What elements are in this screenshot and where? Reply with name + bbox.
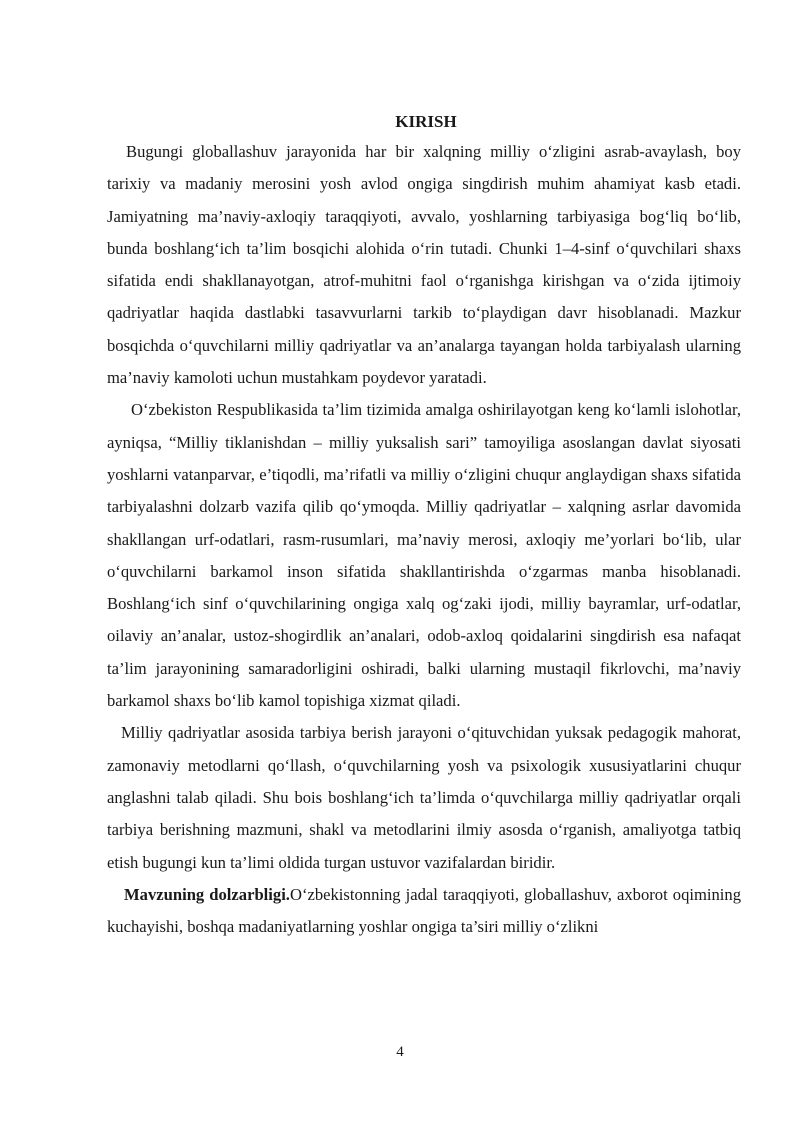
document-page [107, 108, 741, 943]
page-number: 4 [396, 1044, 404, 1060]
paragraph-intro: Bugungi globallashuv jarayonida har bir xalqning milliy o‘zligini asrab-avaylash, boy tarixiy va madaniy merosini yosh avlod ongiga singdirish muhim ahamiyat kasb etadi. Jamiyatning ma’naviy-axloqiy taraqqiyoti, avvalo, yoshlarning tarbiyasiga bog‘liq bo‘lib, bunda boshlang‘ich ta’lim bosqichi alohida o‘rin tutadi. Chunki 1–4-sinf o‘quvchilari shaxs sifatida endi shakllanayotgan, atrof-muhitni faol o‘rganishga kirishgan va o‘zida ijtimoiy qadriyatlar haqida dastlabki tasavvurlarni tarkib to‘playdigan davr hisoblanadi. Mazkur bosqichda o‘quvchilarni milliy qadriyatlar va an’analarga tayangan holda tarbiyalash ularning ma’naviy kamoloti uchun mustahkam poydevor yaratadi. [107, 142, 741, 388]
paragraph-methods: Milliy qadriyatlar asosida tarbiya berish jarayoni o‘qituvchidan yuksak pedagogik mahorat, zamonaviy metodlarni qo‘llash, o‘quvchilarning yosh va psixologik xususiyatlarini chuqur anglashni talab qiladi. Shu bois boshlang‘ich ta’limda o‘quvchilarga milliy qadriyatlar orqali tarbiya berishning mazmuni, shakl va metodlarini ilmiy asosda o‘rganish, amaliyotga tatbiq etish bugungi kun ta’limi oldida turgan ustuvor vazifalardan biridir. [107, 723, 741, 872]
section-heading: KIRISH [395, 112, 457, 131]
paragraph-reforms: O‘zbekiston Respublikasida ta’lim tizimida amalga oshirilayotgan keng ko‘lamli islohotlar, ayniqsa, “Milliy tiklanishdan – milliy yuksalish sari” tamoyiliga asoslangan davlat siyosati yoshlarni vatanparvar, e’tiqodli, ma’rifatli va milliy o‘zligini chuqur anglaydigan shaxs sifatida tarbiyalashni dolzarb vazifa qilib qo‘ymoqda. Milliy qadriyatlar – xalqning asrlar davomida shakllangan urf-odatlari, rasm-rusumlari, ma’naviy merosi, axloqiy me’yorlari bo‘lib, ular o‘quvchilarni barkamol inson sifatida shakllantirishda o‘zgarmas manba hisoblanadi. Boshlang‘ich sinf o‘quvchilarining ongiga xalq og‘zaki ijodi, milliy bayramlar, urf-odatlar, oilaviy an’analar, ustoz-shogirdlik an’analari, odob-axloq qoidalarini singdirish esa nafaqat ta’lim jarayonining samaradorligini oshiradi, balki ularning mustaqil fikrlovchi, ma’naviy barkamol shaxs bo‘lib kamol topishiga xizmat qiladi. [107, 400, 741, 711]
relevance-text: O‘zbekistonning jadal taraqqiyoti, globallashuv, axborot oqimining kuchayishi, boshqa madaniyatlarning yoshlar ongiga ta’siri milliy o‘zlikni [107, 884, 742, 937]
paragraph-relevance [107, 879, 741, 944]
relevance-label: Mavzuning dolzarbligi. [124, 884, 290, 904]
